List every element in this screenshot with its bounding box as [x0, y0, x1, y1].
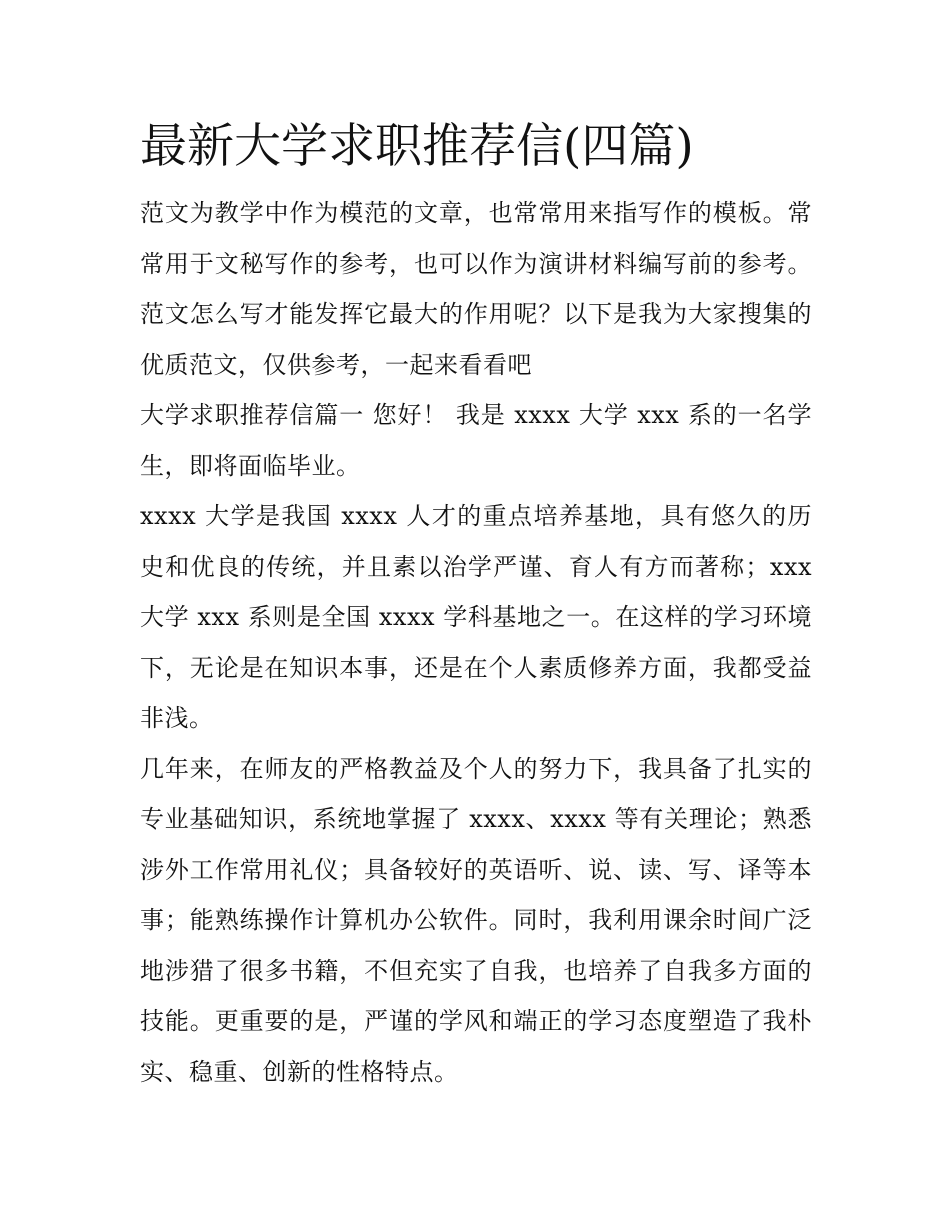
paragraph-intro: 范文为教学中作为模范的文章，也常常用来指写作的模板。常常用于文秘写作的参考，也可以作为演讲材料编写前的参考。范文怎么写才能发挥它最大的作用呢？以下是我为大家搜集的优质范文，仅供参考，一起来看看吧	[140, 199, 812, 379]
paragraph-greeting: 大学求职推荐信篇一 您好！ 我是 xxxx 大学 xxx 系的一名学生，即将面临毕业。	[140, 401, 812, 480]
document-title: 最新大学求职推荐信(四篇)	[140, 119, 694, 174]
paragraph-university: xxxx 大学是我国 xxxx 人才的重点培养基地，具有悠久的历史和优良的传统，并且素以治学严谨、育人有方而著称；xxx 大学 xxx 系则是全国 xxxx 学科基地之一。在这样的学习环境下，无论是在知识本事，还是在个人素质修养方面，我都受益非浅。	[140, 502, 812, 732]
document-page	[140, 110, 812, 1097]
paragraph-skills: 几年来，在师友的严格教益及个人的努力下，我具备了扎实的专业基础知识，系统地掌握了 xxxx、xxxx 等有关理论；熟悉涉外工作常用礼仪；具备较好的英语听、说、读、写、译等本事；能熟练操作计算机办公软件。同时，我利用课余时间广泛地涉猎了很多书籍，不但充实了自我，也培养了自我多方面的技能。更重要的是，严谨的学风和端正的学习态度塑造了我朴实、稳重、创新的性格特点。	[140, 754, 812, 1086]
